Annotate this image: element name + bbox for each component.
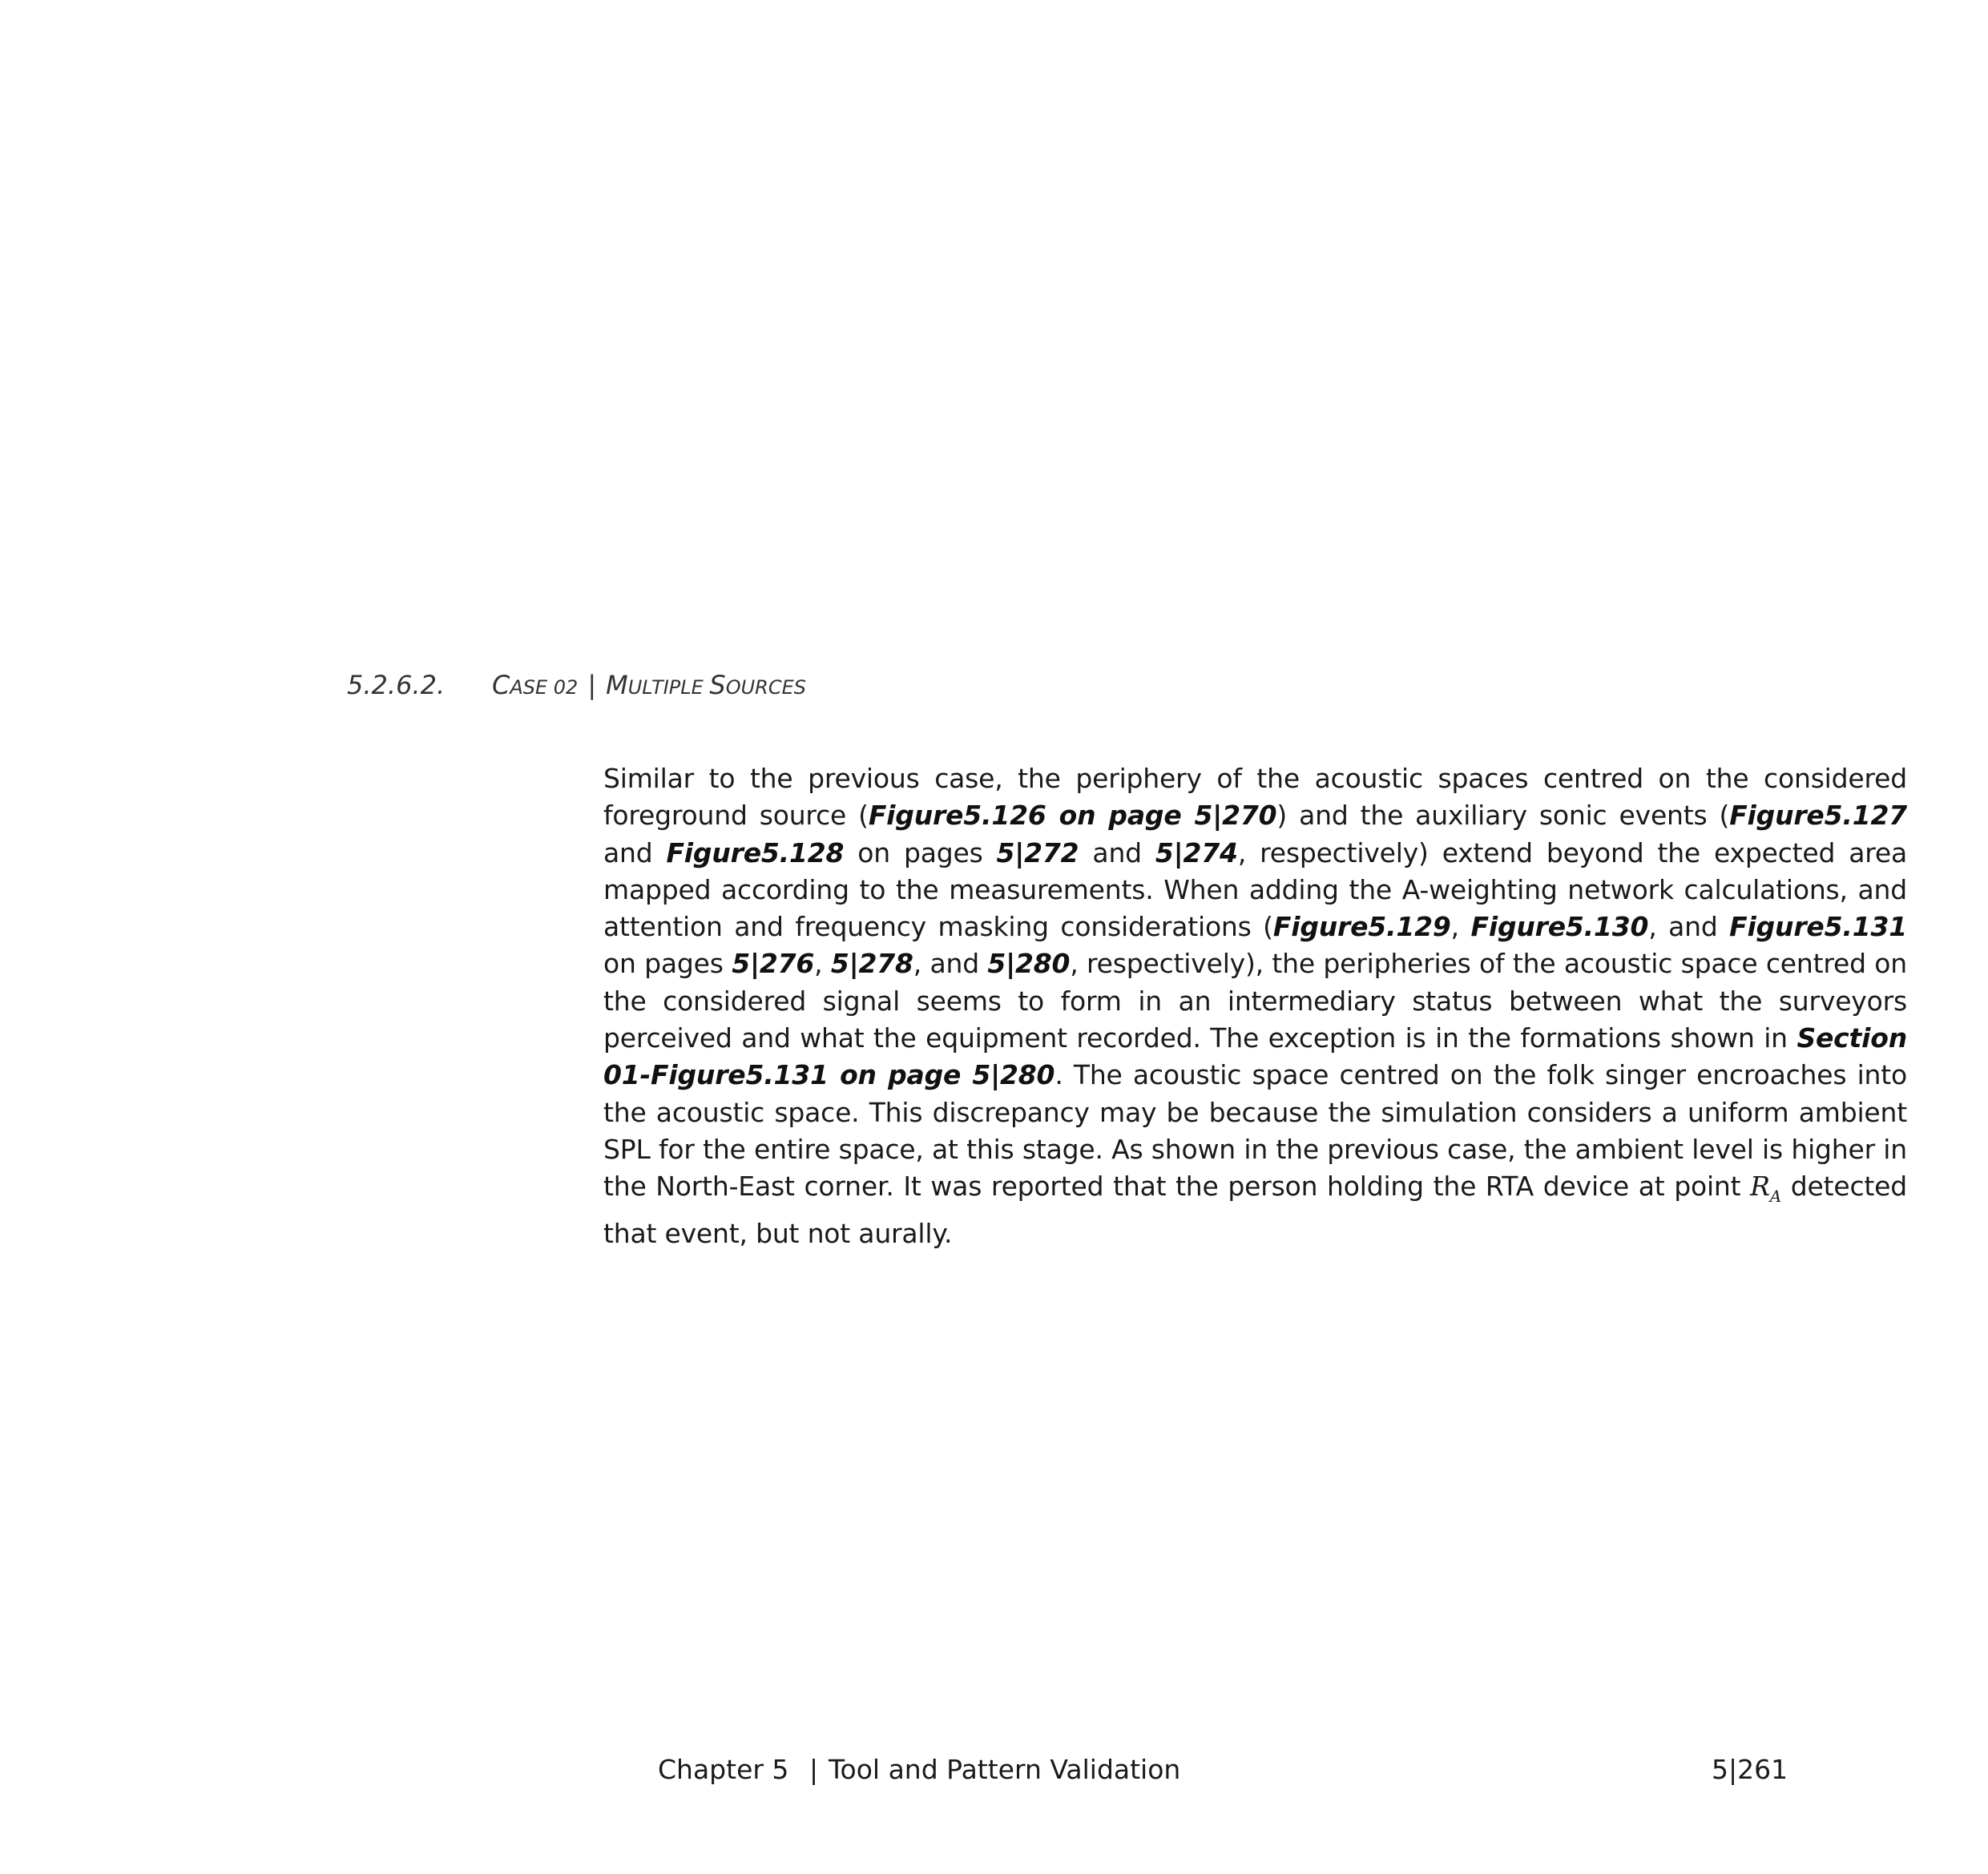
section-heading — [347, 665, 1469, 705]
cross-reference-link[interactable]: 5|274 — [1155, 836, 1238, 868]
footer-chapter-title: Tool and Pattern Validation — [829, 1754, 1181, 1785]
cross-reference-link[interactable]: 5|272 — [996, 836, 1079, 868]
footer-separator: | — [809, 1754, 819, 1785]
cross-reference-link[interactable]: Figure5.127 — [1729, 800, 1907, 832]
cross-reference-link[interactable]: 5|278 — [830, 948, 913, 980]
cross-reference-link[interactable]: Figure5.130 — [1470, 911, 1649, 943]
math-subscript: A — [1769, 1187, 1782, 1207]
footer-chapter: Chapter 5 — [658, 1754, 789, 1785]
math-variable: R — [1750, 1171, 1770, 1203]
page-number: 5|261 — [1712, 1754, 1788, 1785]
section-number: 5.2.6.2. — [347, 670, 446, 700]
title-separator: | — [587, 670, 597, 700]
cross-reference-link[interactable]: 5|276 — [732, 948, 815, 980]
cross-reference-link[interactable]: Figure5.126 on page 5|270 — [868, 800, 1277, 832]
cross-reference-link[interactable]: Figure5.128 — [666, 836, 845, 868]
section-title: CASE 02 | MULTIPLE SOURCES — [492, 670, 807, 700]
cross-reference-link[interactable]: 5|280 — [987, 948, 1071, 980]
cross-reference-link[interactable]: Figure5.129 — [1272, 911, 1451, 943]
cross-reference-link[interactable]: Figure5.131 — [1729, 911, 1907, 943]
cross-reference-link[interactable]: Section 01-Figure5.131 on page 5|280 — [603, 1022, 1907, 1091]
body-paragraph: Similar to the previous case, the periphery of the acoustic spaces centred on the considered foreground source (Figure5.126 on page 5|270) and the auxiliary sonic events (Figure5.127 and Figure5.128 on pages 5|272 and 5|274, respectively) extend beyond the expected area mapped according to the measurements. When adding the A-weighting network calculations, and attention and frequency masking considerations (Figure5.129, Figure5.130, and Figure5.131 on pages 5|276, 5|278, and 5|280, respectively), the peripheries of the acoustic space centred on the considered signal seems to form in an intermediary status between what the surveyors perceived and what the equipment recorded. The exception is in the formations shown in Section 01-Figure5.131 on page 5|280. The acoustic space centred on the folk singer encroaches into the acoustic space. This discrepancy may be because the simulation considers a uniform ambient SPL for the entire space, at this stage. As shown in the previous case, the ambient level is higher in the North-East corner. It was reported that the person holding the RTA device at point $R_A$ detected that event, but not aurally. — [603, 763, 1907, 1249]
